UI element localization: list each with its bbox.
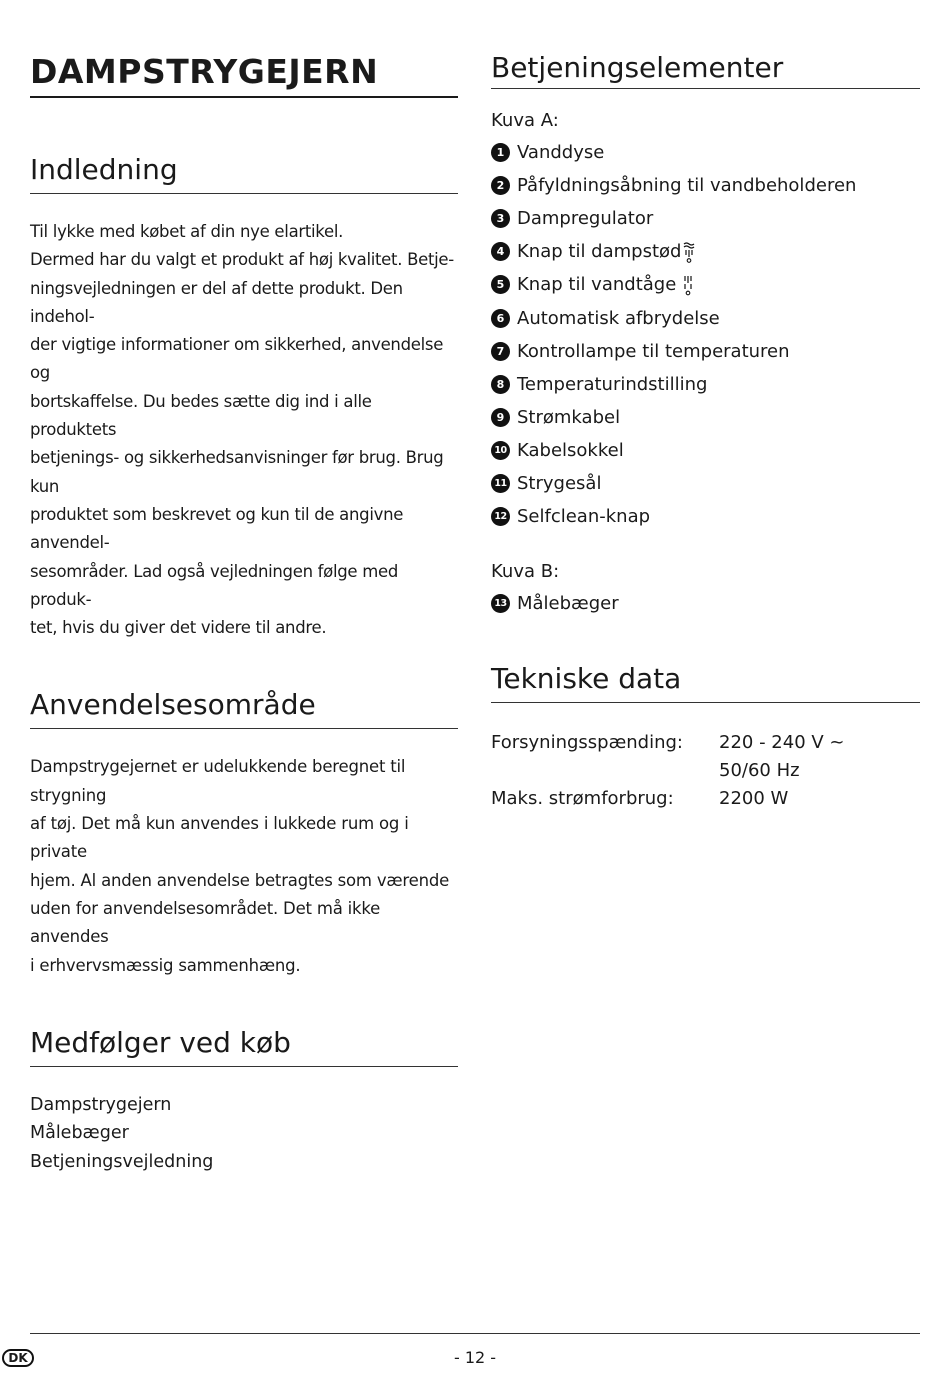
kuva-b-label: Kuva B: xyxy=(491,561,560,583)
text-line: sesområder. Lad også vejledningen følge med produk- xyxy=(30,561,399,609)
text-line: i erhvervsmæssig sammenhæng. xyxy=(30,955,301,975)
number-badge: 2 xyxy=(491,176,510,195)
tech-value xyxy=(719,729,920,785)
list-item xyxy=(491,202,920,235)
list-item: Betjeningsvejledning xyxy=(30,1151,214,1172)
anvendelse-text xyxy=(30,753,458,979)
medfoelger-list xyxy=(30,1091,458,1177)
text-line: ningsvejledningen er del af dette produkt. Den indehol- xyxy=(30,278,403,326)
text-line: bortskaffelse. Du bedes sætte dig ind i alle produktets xyxy=(30,391,372,440)
item-label: Temperaturindstilling xyxy=(517,373,708,395)
text-line: uden for anvendelsesområdet. Det må ikke anvendes xyxy=(30,898,381,947)
number-badge: 13 xyxy=(491,594,510,613)
number-badge: 10 xyxy=(491,441,510,460)
kuva-a-label: Kuva A: xyxy=(491,110,559,131)
page-number: - 12 - xyxy=(453,1348,497,1367)
number-badge: 3 xyxy=(491,209,510,228)
list-item xyxy=(491,335,920,368)
text-line: Til lykke med købet af din nye elartikel. xyxy=(30,222,344,241)
number-badge: 9 xyxy=(491,408,510,427)
item-label: Strygesål xyxy=(517,472,602,494)
item-label: Vanddyse xyxy=(517,142,605,164)
footer-divider xyxy=(30,1333,920,1334)
item-label: Strømkabel xyxy=(517,406,621,428)
tech-data-table xyxy=(491,729,920,813)
text-line: hjem. Al anden anvendelse betragtes som værende xyxy=(30,870,450,890)
water-spray-icon xyxy=(682,274,694,296)
heading-medfoelger: Medfølger ved køb xyxy=(30,1024,458,1067)
list-item xyxy=(491,301,920,334)
list-item xyxy=(491,136,920,169)
tech-value xyxy=(719,785,920,813)
number-badge: 7 xyxy=(491,342,510,361)
heading-indledning: Indledning xyxy=(30,151,458,194)
list-item xyxy=(491,268,920,301)
tech-value-line: 50/60 Hz xyxy=(719,760,800,782)
country-badge: DK xyxy=(2,1349,34,1367)
tech-key: Maks. strømforbrug: xyxy=(491,788,674,810)
left-column xyxy=(30,50,458,1176)
item-label: Automatisk afbrydelse xyxy=(517,307,720,329)
steam-burst-icon xyxy=(683,241,695,263)
list-item: Dampstrygejern xyxy=(30,1094,172,1115)
list-item xyxy=(491,467,920,500)
heading-anvendelsesomraade: Anvendelsesområde xyxy=(30,686,458,729)
text-line: der vigtige informationer om sikkerhed, anvendelse og xyxy=(30,335,444,383)
tech-value-line: 220 - 240 V ~ xyxy=(719,732,845,754)
indledning-text xyxy=(30,218,458,642)
tech-key: Forsyningsspænding: xyxy=(491,732,683,754)
text-line: af tøj. Det må kun anvendes i lukkede rum og i private xyxy=(30,814,409,862)
text-line: Dermed har du valgt et produkt af høj kvalitet. Betje- xyxy=(30,250,454,270)
number-badge: 1 xyxy=(491,143,510,162)
tech-value-line: 2200 W xyxy=(719,788,789,810)
number-badge: 6 xyxy=(491,309,510,328)
text-line: betjenings- og sikkerhedsanvisninger før brug. Brug kun xyxy=(30,448,444,496)
number-badge: 11 xyxy=(491,474,510,493)
list-item xyxy=(491,434,920,467)
item-label: Knap til vandtåge xyxy=(517,274,677,296)
page-title: DAMPSTRYGEJERN xyxy=(30,50,458,98)
text-line: tet, hvis du giver det videre til andre. xyxy=(30,618,327,638)
item-label: Kabelsokkel xyxy=(517,439,624,461)
list-item xyxy=(491,401,920,434)
component-list-a xyxy=(491,136,920,533)
text-line: Dampstrygejernet er udelukkende beregnet til strygning xyxy=(30,757,406,805)
item-label: Kontrollampe til temperaturen xyxy=(517,340,790,362)
list-item: Målebæger xyxy=(30,1123,129,1144)
number-badge: 4 xyxy=(491,242,510,261)
item-label: Selfclean-knap xyxy=(517,506,651,528)
text-line: produktet som beskrevet og kun til de angivne anvendel- xyxy=(30,504,404,553)
list-item xyxy=(491,368,920,401)
number-badge: 12 xyxy=(491,507,510,526)
list-item xyxy=(491,500,920,533)
item-label: Knap til dampstød xyxy=(517,241,682,263)
list-item xyxy=(491,169,920,202)
list-item xyxy=(491,587,920,620)
heading-tekniske-data: Tekniske data xyxy=(491,660,920,703)
component-list-b xyxy=(491,587,920,620)
list-item xyxy=(491,235,920,268)
item-label: Målebæger xyxy=(517,593,619,615)
item-label: Dampregulator xyxy=(517,208,654,230)
heading-betjeningselementer: Betjeningselementer xyxy=(491,50,920,89)
number-badge: 5 xyxy=(491,275,510,294)
number-badge: 8 xyxy=(491,375,510,394)
item-label: Påfyldningsåbning til vandbeholderen xyxy=(517,175,857,197)
right-column xyxy=(491,50,920,813)
